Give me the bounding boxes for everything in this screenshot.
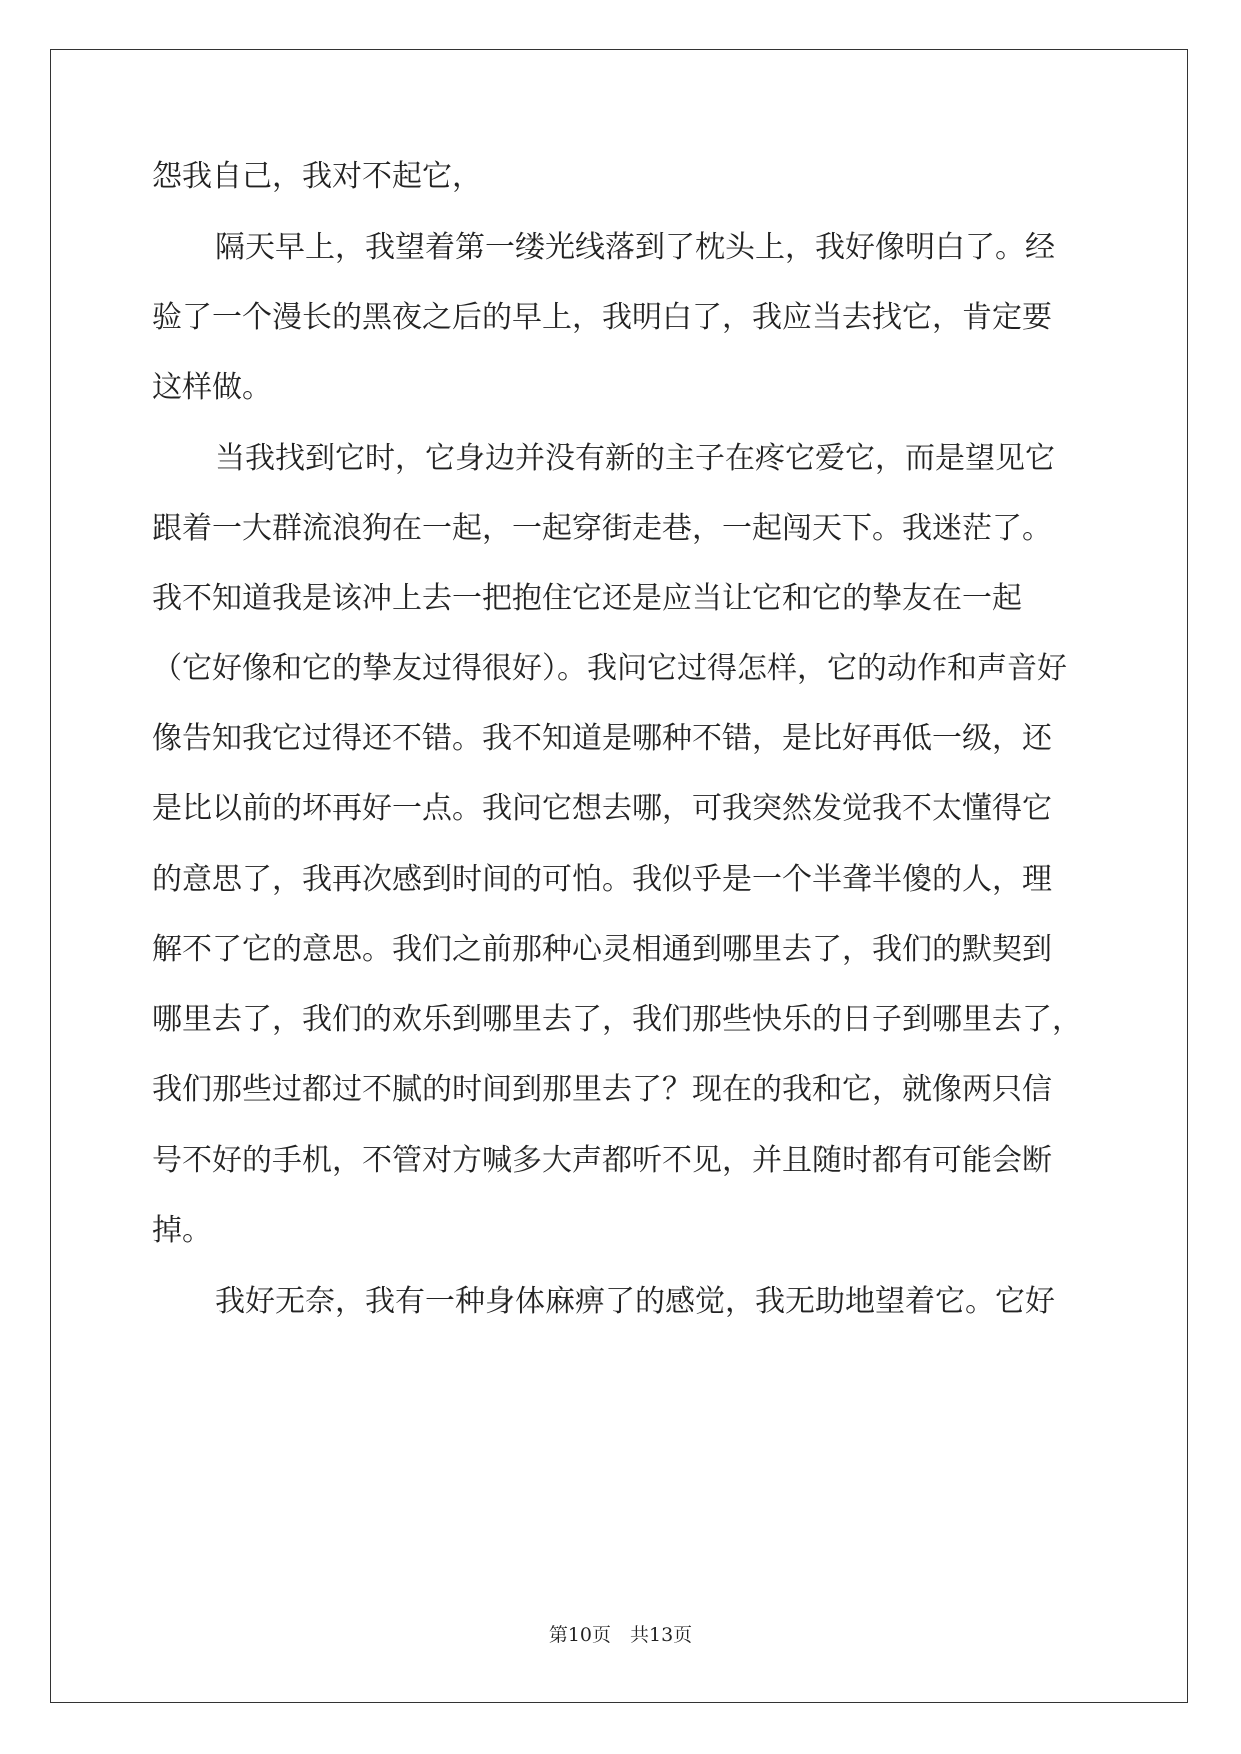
text-line: 哪里去了，我们的欢乐到哪里去了，我们那些快乐的日子到哪里去了， [152,1002,1082,1037]
text-line: 像告知我它过得还不错。我不知道是哪种不错，是比好再低一级，还 [152,721,1052,756]
text-line: 怨我自己，我对不起它， [152,159,482,194]
text-line: 我不知道我是该冲上去一把抱住它还是应当让它和它的挚友在一起 [152,581,1022,616]
text-line: 号不好的手机，不管对方喊多大声都听不见，并且随时都有可能会断 [152,1143,1052,1178]
text-line: 掉。 [152,1213,212,1248]
text-line: 解不了它的意思。我们之前那种心灵相通到哪里去了，我们的默契到 [152,932,1052,967]
text-line: 我们那些过都过不腻的时间到那里去了？现在的我和它，就像两只信 [152,1072,1052,1107]
text-line: 隔天早上，我望着第一缕光线落到了枕头上，我好像明白了。经 [215,230,1055,265]
page-number-footer: 第10页 共13页 [548,1624,693,1646]
text-line: 是比以前的坏再好一点。我问它想去哪，可我突然发觉我不太懂得它 [152,791,1052,826]
text-line: 验了一个漫长的黑夜之后的早上，我明白了，我应当去找它，肯定要 [152,300,1052,335]
text-line: 这样做。 [152,370,272,405]
text-line: 跟着一大群流浪狗在一起，一起穿街走巷，一起闯天下。我迷茫了。 [152,511,1052,546]
text-line: 我好无奈，我有一种身体麻痹了的感觉，我无助地望着它。它好 [215,1284,1055,1319]
text-line: （它好像和它的挚友过得很好）。我问它过得怎样，它的动作和声音好 [152,651,1067,686]
text-line: 当我找到它时，它身边并没有新的主子在疼它爱它，而是望见它 [215,441,1055,476]
text-line: 的意思了，我再次感到时间的可怕。我似乎是一个半聋半傻的人，理 [152,862,1052,897]
